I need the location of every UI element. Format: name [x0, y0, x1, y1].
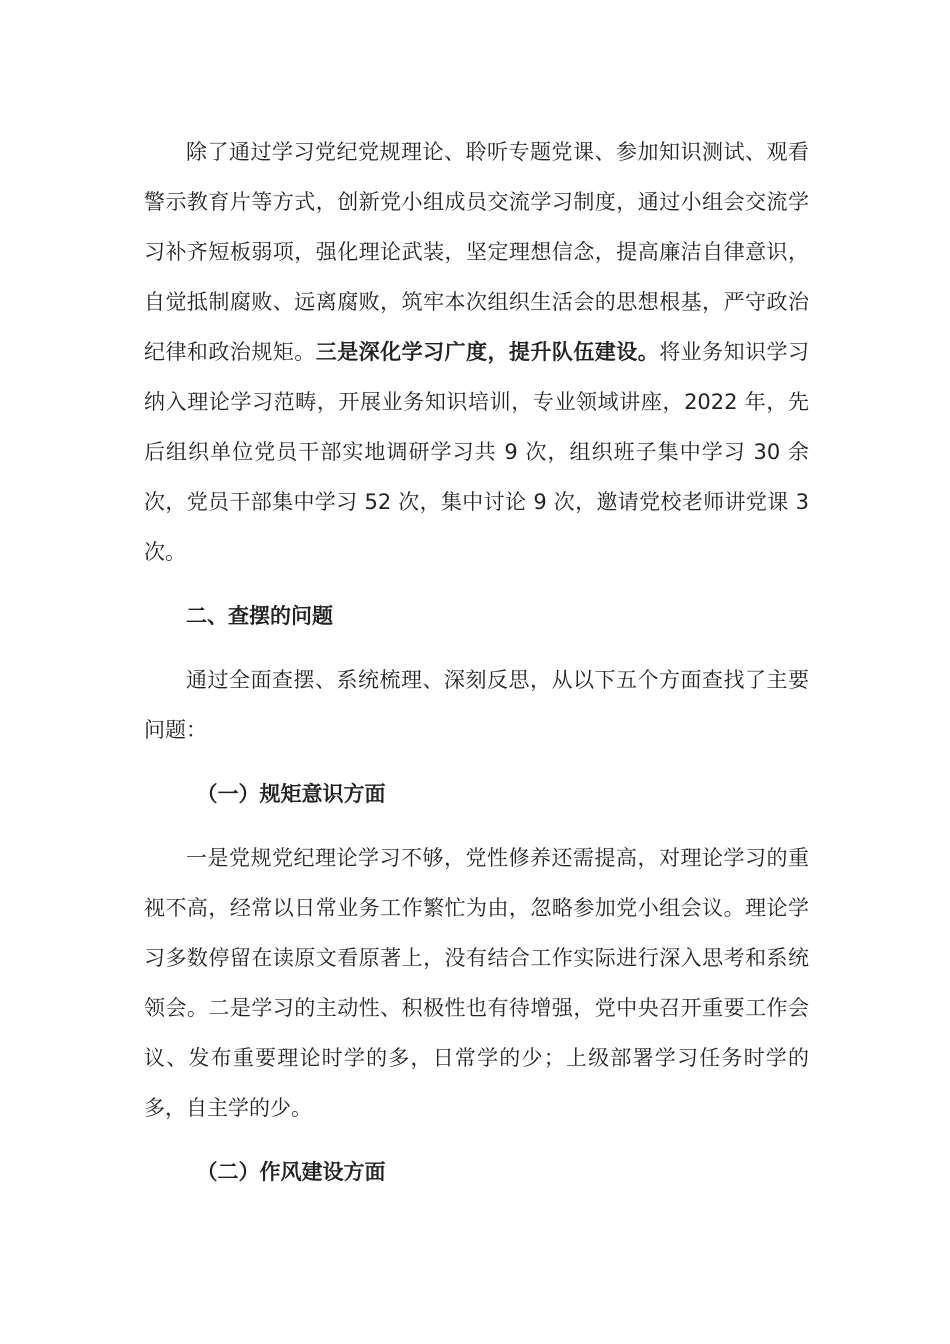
paragraph-study-measures [144, 127, 809, 577]
spacer [144, 1133, 809, 1147]
subsection-heading-work-style: （二）作风建设方面 [196, 1160, 386, 1184]
spacer [144, 577, 809, 591]
spacer [144, 641, 809, 655]
spacer [144, 819, 809, 833]
paragraph-rules-awareness: 一是党规党纪理论学习不够，党性修养还需提高，对理论学习的重视不高，经常以日常业务工作繁忙为由，忽略参加党小组会议。理论学习多数停留在读原文看原著上，没有结合工作实际进行深入思考和系统领会。二是学习的主动性、积极性也有待增强，党中央召开重要工作会议、发布重要理论时学的多，日常学的少；上级部署学习任务时学的多，自主学的少。 [144, 846, 809, 1120]
document-page [144, 127, 809, 1197]
paragraph-problems-intro: 通过全面查摆、系统梳理、深刻反思，从以下五个方面查找了主要问题： [144, 668, 809, 742]
point-three-heading: 三是深化学习广度，提升队伍建设。 [315, 340, 660, 364]
section-heading-problems: 二、查摆的问题 [186, 604, 333, 628]
spacer [144, 755, 809, 769]
paragraph-study-measures-text: 除了通过学习党纪党规理论、聆听专题党课、参加知识测试、观看警示教育片等方式，创新党小组成员交流学习制度，通过小组会交流学习补齐短板弱项，强化理论武装，坚定理想信念，提高廉洁自律意识，自觉抵制腐败、远离腐败，筑牢本次组织生活会的思想根基，严守政治纪律和政治规矩。 [144, 140, 809, 364]
paragraph-business-learning-text: 将业务知识学习纳入理论学习范畴，开展业务知识培训，专业领域讲座，2022 年，先后组织单位党员干部实地调研学习共 9 次，组织班子集中学习 30 余次，党员干部集中学习 52 次，集中讨论 9 次，邀请党校老师讲党课 3 次。 [144, 340, 810, 564]
subsection-heading-rules-awareness: （一）规矩意识方面 [196, 782, 386, 806]
